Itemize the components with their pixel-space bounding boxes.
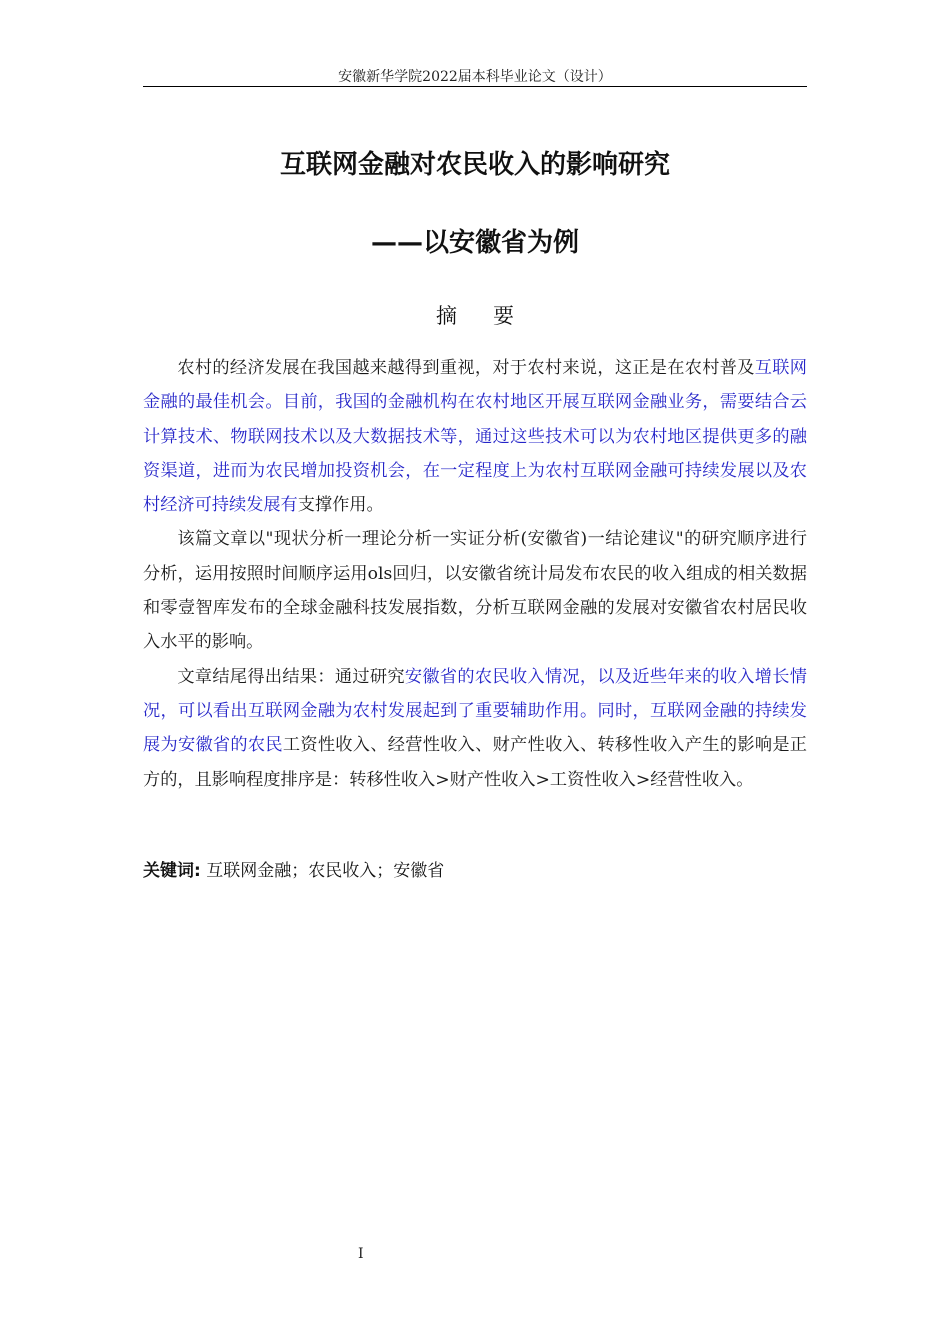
thesis-subtitle: ——以安徽省为例: [370, 228, 579, 258]
keywords-line: [143, 856, 807, 881]
abstract-heading: [0, 300, 950, 330]
abstract-p1-text: 农村的经济发展在我国越来越得到重视，对于农村来说，这正是在农村普及: [177, 358, 755, 378]
running-header: 安徽新华学院2022届本科毕业论文（设计）: [338, 69, 612, 85]
thesis-title: 互联网金融对农民收入的影响研究: [279, 150, 670, 180]
abstract-p1-highlight: 互联网金融的最佳机会。目前，我国的金融机构在农村地区开展互联网金融业务，需要结合云计算技术、物联网技术以及大数据技术等，通过这些技术可以为农村地区提供更多的融资渠道，进而为农民增加投资机会，在一定程度上为农村互联网金融可持续发展以及农村经济可持续发展有: [143, 358, 807, 516]
abstract-p3-text: 文章结尾得出结果：通过研究: [177, 666, 405, 687]
keywords-label: 关键词:: [143, 861, 201, 881]
keywords-value: 互联网金融；农民收入；安徽省: [200, 861, 445, 881]
abstract-paragraph-3: [143, 660, 807, 797]
abstract-paragraph-2: 该篇文章以"现状分析一理论分析一实证分析(安徽省)一结论建议"的研究顺序进行分析，运用按照时间顺序运用ols回归，以安徽省统计局发布农民的收入组成的相关数据和零壹智库发布的全球金融科技发展指数，分析互联网金融的发展对安徽省农村居民收入水平的影响。: [143, 529, 807, 653]
page-number: I: [358, 1246, 364, 1262]
abstract-paragraph-1: [143, 351, 807, 522]
abstract-p3-highlight: 安徽省的农民收入情况，以及近些年来的收入增长情况，可以看出互联网金融为农村发展起到了重要辅助作用。同时，互联网金融的持续发展为安徽省的农民: [143, 666, 807, 756]
abstract-body: [143, 351, 807, 797]
abstract-heading-char-1: 摘: [436, 304, 457, 328]
abstract-heading-char-2: 要: [493, 304, 514, 328]
abstract-p1-tail: 支撑作用。: [297, 495, 384, 516]
abstract-p3-tail: 工资性收入、经营性收入、财产性收入、转移性收入产生的影响是正方的，且影响程度排序是：转移性收入>财产性收入>工资性收入>经营性收入。: [143, 735, 807, 790]
header-divider: [143, 86, 807, 87]
